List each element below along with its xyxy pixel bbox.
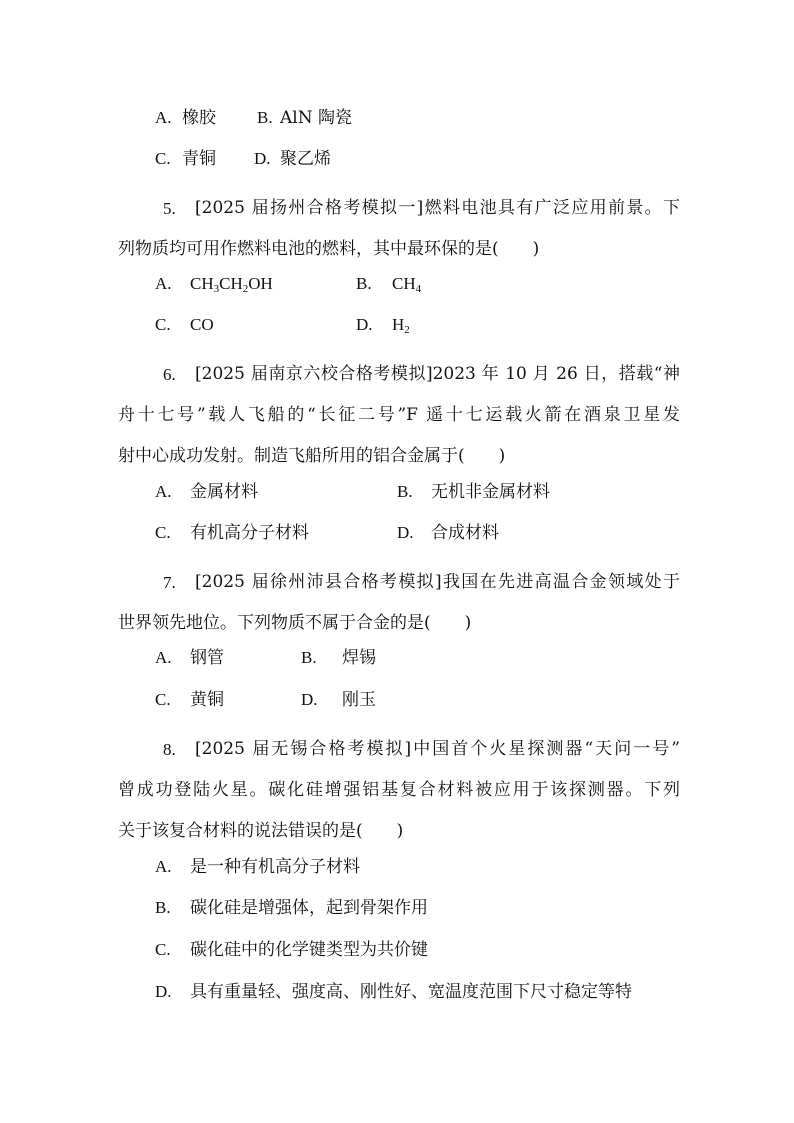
- q7-option-b-text: 焊锡: [342, 648, 376, 668]
- q6-option-b-text: 无机非金属材料: [431, 482, 550, 502]
- q6-stem-line-1: [2025 届南京六校合格考模拟]2023 年 10 月 26 日，搭载“神: [195, 364, 680, 384]
- q4-option-a-text: 橡胶: [182, 108, 216, 128]
- q8-stem-line-2: 曾成功登陆火星。碳化硅增强铝基复合材料被应用于该探测器。下列: [118, 780, 680, 800]
- q7-option-a-text: 钢管: [190, 648, 224, 668]
- q7-option-d-text: 刚玉: [342, 690, 376, 710]
- q7-option-b-letter: B.: [301, 648, 317, 667]
- q6-option-d-letter: D.: [397, 523, 414, 542]
- q6-stem-line-3: 射中心成功发射。制造飞船所用的铝合金属于( ): [118, 446, 506, 466]
- q6-number: 6.: [163, 365, 176, 384]
- q4-option-c-text: 青铜: [182, 149, 216, 169]
- q8-option-d-text: 具有重量轻、强度高、刚性好、宽温度范围下尺寸稳定等特: [190, 982, 632, 1002]
- q5-option-c-formula: CO: [190, 315, 214, 334]
- q7-stem-line-2: 世界领先地位。下列物质不属于合金的是( ): [118, 613, 472, 633]
- q5-option-b-letter: B.: [356, 274, 372, 293]
- q4-option-d-text: 聚乙烯: [280, 149, 331, 169]
- q6-option-c-text: 有机高分子材料: [190, 523, 309, 543]
- q5-option-a-letter: A.: [155, 274, 172, 293]
- q8-stem-line-3: 关于该复合材料的说法错误的是( ): [118, 821, 404, 841]
- q8-option-d-letter: D.: [155, 982, 172, 1001]
- q5-option-d-formula: $H_2$: [392, 315, 410, 336]
- q6-option-c-letter: C.: [155, 523, 171, 542]
- q7-option-a-letter: A.: [155, 648, 172, 667]
- q7-option-c-letter: C.: [155, 690, 171, 709]
- q4-option-b-text: AlN 陶瓷: [280, 108, 352, 128]
- q4-option-c-letter: C.: [155, 149, 171, 168]
- q7-stem-line-1: [2025 届徐州沛县合格考模拟]我国在先进高温合金领域处于: [195, 572, 680, 592]
- q5-stem: [118, 188, 680, 270]
- q8-option-c-letter: C.: [155, 940, 171, 959]
- q8-number: 8.: [163, 740, 176, 759]
- q5-stem-line-2: 列物质均可用作燃料电池的燃料，其中最环保的是( ): [118, 239, 540, 259]
- q8-stem-line-1: [2025 届无锡合格考模拟]中国首个火星探测器“天问一号”: [195, 739, 680, 759]
- q7-option-c-text: 黄铜: [190, 690, 224, 710]
- q5-option-c-letter: C.: [155, 315, 171, 334]
- q6-option-d-text: 合成材料: [431, 523, 499, 543]
- q6-option-a-letter: A.: [155, 482, 172, 501]
- q5-option-d-letter: D.: [356, 315, 373, 334]
- q5-option-b-formula: $CH_4$: [392, 274, 422, 295]
- q6-option-b-letter: B.: [397, 482, 413, 501]
- q5-number: 5.: [163, 199, 176, 218]
- q6-option-a-text: 金属材料: [190, 482, 258, 502]
- q4-option-d-letter: D.: [254, 149, 271, 168]
- q7-option-d-letter: D.: [301, 690, 318, 709]
- q5-option-a-formula: $CH_3CH_2OH$: [190, 274, 273, 295]
- q8-option-c-text: 碳化硅中的化学键类型为共价键: [190, 940, 428, 960]
- q4-option-b-letter: B.: [257, 108, 273, 127]
- q8-option-a-text: 是一种有机高分子材料: [190, 857, 360, 877]
- q6-stem: [118, 354, 680, 477]
- q8-option-b-text: 碳化硅是增强体，起到骨架作用: [190, 898, 428, 918]
- q7-number: 7.: [163, 573, 176, 592]
- q8-stem: [118, 729, 680, 852]
- q8-option-b-letter: B.: [155, 898, 171, 917]
- q6-stem-line-2: 舟十七号”载人飞船的“长征二号”F 遥十七运载火箭在酒泉卫星发: [118, 405, 680, 425]
- q5-stem-line-1: [2025 届扬州合格考模拟一]燃料电池具有广泛应用前景。下: [195, 198, 680, 218]
- q8-option-a-letter: A.: [155, 857, 172, 876]
- q7-stem: [118, 562, 680, 644]
- q4-option-a-letter: A.: [155, 108, 172, 127]
